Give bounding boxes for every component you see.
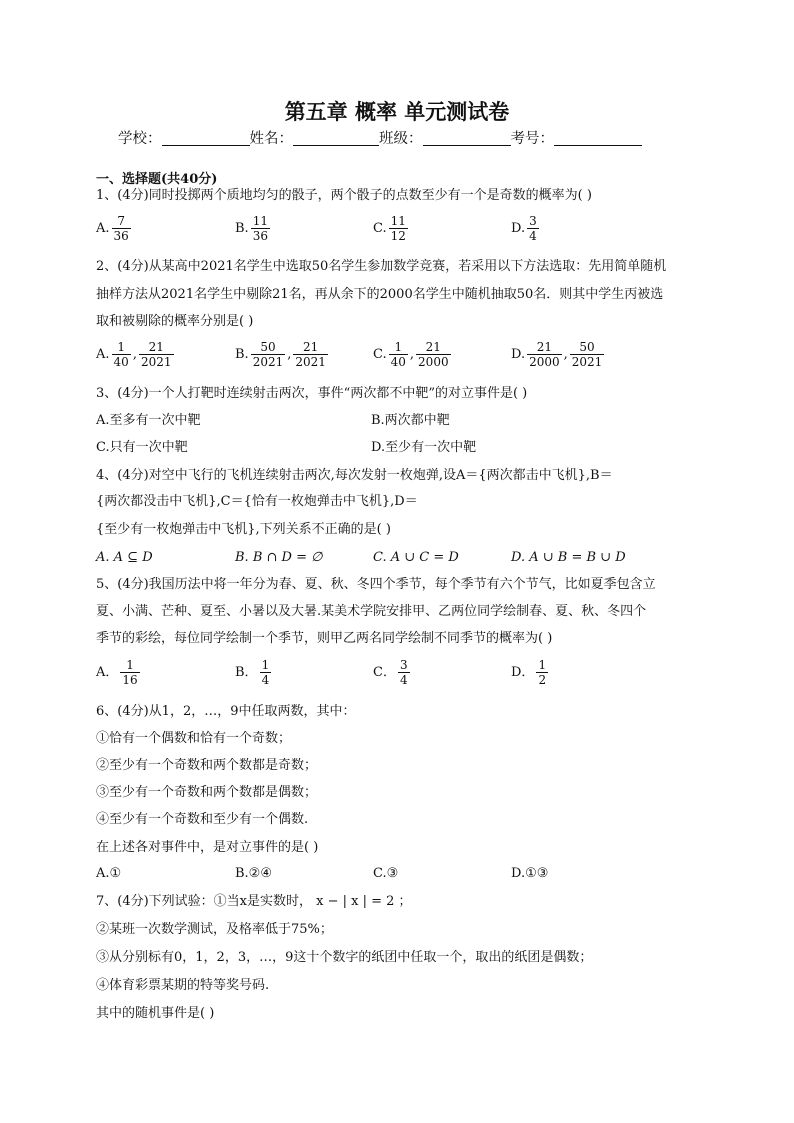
question-6-line-1: 6、(4分)从1，2，…，9中任取两数，其中： (96, 704, 356, 719)
question-2-line-1: 2、(4分)从某高中2021名学生中选取50名学生参加数学竞赛，若采用以下方法选取：先用简单随机 (96, 259, 667, 274)
q3-option-b: B.两次都中靶 (371, 413, 450, 428)
question-4-line-1: 4、(4分)对空中飞行的飞机连续射击两次,每次发射一枚炮弹,设A＝{两次都击中飞机},B＝ (96, 468, 613, 483)
question-6-line-4: ③至少有一个奇数和两个数都是偶数； (96, 785, 318, 800)
q5-option-d: D． $\frac{1}{2}$ (511, 658, 547, 687)
q6-option-a: A.① (96, 866, 122, 881)
q3-option-c: C.只有一次中靶 (96, 440, 188, 455)
q1-option-c: C. $\frac{11}{12}$ (373, 214, 406, 243)
question-7-line-2: ②某班一次数学测试，及格率低于75%； (96, 922, 333, 937)
q5-option-b: B． $\frac{1}{4}$ (235, 658, 270, 687)
exam-no-label: 考号： (510, 131, 554, 147)
q2-option-a: A. $\frac{1}{40}$ , $\frac{21}{2021}$ (96, 340, 172, 369)
class-blank (423, 131, 511, 146)
section-heading: 一、选择题(共40分) (96, 172, 218, 187)
q1-option-b: B. $\frac{11}{36}$ (235, 214, 268, 243)
question-5-line-2: 夏、小满、芒种、夏至、小暑以及大暑.某美术学院安排甲、乙两位同学绘制春、夏、秋、冬四个 (96, 604, 647, 619)
exam-no-blank (554, 131, 642, 146)
question-7-line-3: ③从分别标有0，1，2，3，…，9这十个数字的纸团中任取一个，取出的纸团是偶数； (96, 950, 593, 965)
q1-option-a: A. $\frac{7}{36}$ (96, 214, 129, 243)
q4-option-d: D. A ∪ B = B ∪ D (511, 550, 626, 565)
question-6-line-3: ②至少有一个奇数和两个数都是奇数； (96, 758, 318, 773)
q3-option-a: A.至多有一次中靶 (96, 413, 201, 428)
name-label: 姓名： (249, 131, 293, 147)
q6-option-b: B.②④ (235, 866, 272, 881)
question-2-line-3: 取和被剔除的概率分别是( ) (96, 314, 254, 329)
q2-option-b: B. $\frac{50}{2021}$ , $\frac{21}{2021}$ (235, 340, 326, 369)
question-5-line-3: 季节的彩绘，每位同学绘制一个季节，则甲乙两名同学绘制不同季节的概率为( ) (96, 631, 553, 646)
student-info-line (118, 127, 642, 148)
question-6-line-2: ①恰有一个偶数和恰有一个奇数； (96, 731, 292, 746)
school-label: 学校： (118, 131, 162, 147)
question-7-line-5: 其中的随机事件是( ) (96, 1006, 215, 1021)
question-3-text: 3、(4分)一个人打靶时连续射击两次，事件“两次都不中靶”的对立事件是( ) (96, 386, 528, 401)
q2-option-d: D. $\frac{21}{2000}$ , $\frac{50}{2021}$ (511, 340, 603, 369)
q4-option-b: B. B ∩ D = ∅ (235, 550, 323, 565)
name-blank (293, 131, 379, 146)
q4-option-c: C. A ∪ C = D (373, 550, 459, 565)
question-5-line-1: 5、(4分)我国历法中将一年分为春、夏、秋、冬四个季节，每个季节有六个节气，比如夏季包含立 (96, 577, 656, 592)
question-7-line-1: 7、(4分)下列试验：①当x是实数时， x − | x | = 2 ； (96, 894, 412, 909)
q6-option-d: D.①③ (511, 866, 549, 881)
class-label: 班级： (379, 131, 423, 147)
page-title: 第五章 概率 单元测试卷 (284, 99, 510, 124)
question-6-line-6: 在上述各对事件中，是对立事件的是( ) (96, 840, 319, 855)
q5-option-c: C． $\frac{3}{4}$ (373, 658, 408, 687)
q4-option-a: A. A ⊆ D (96, 550, 153, 565)
question-2-line-2: 抽样方法从2021名学生中剔除21名，再从余下的2000名学生中随机抽取50名．则其中学生丙被选 (96, 287, 664, 302)
question-7-line-4: ④体育彩票某期的特等奖号码. (96, 978, 270, 993)
q1-option-d: D. $\frac{3}{4}$ (511, 214, 537, 243)
q5-option-a: A． $\frac{1}{16}$ (96, 658, 138, 687)
q6-option-c: C.③ (373, 866, 399, 881)
school-blank (162, 131, 250, 146)
q3-option-d: D.至少有一次中靶 (371, 440, 477, 455)
q2-option-c: C. $\frac{1}{40}$ , $\frac{21}{2000}$ (373, 340, 449, 369)
question-4-line-2: {两次都没击中飞机},C＝{恰有一枚炮弹击中飞机},D＝ (96, 494, 418, 509)
question-1-text: 1、(4分)同时投掷两个质地均匀的骰子，两个骰子的点数至少有一个是奇数的概率为( ) (96, 188, 592, 203)
question-4-line-3: {至少有一枚炮弹击中飞机},下列关系不正确的是( ) (96, 522, 391, 537)
question-6-line-5: ④至少有一个奇数和至少有一个偶数. (96, 812, 309, 827)
